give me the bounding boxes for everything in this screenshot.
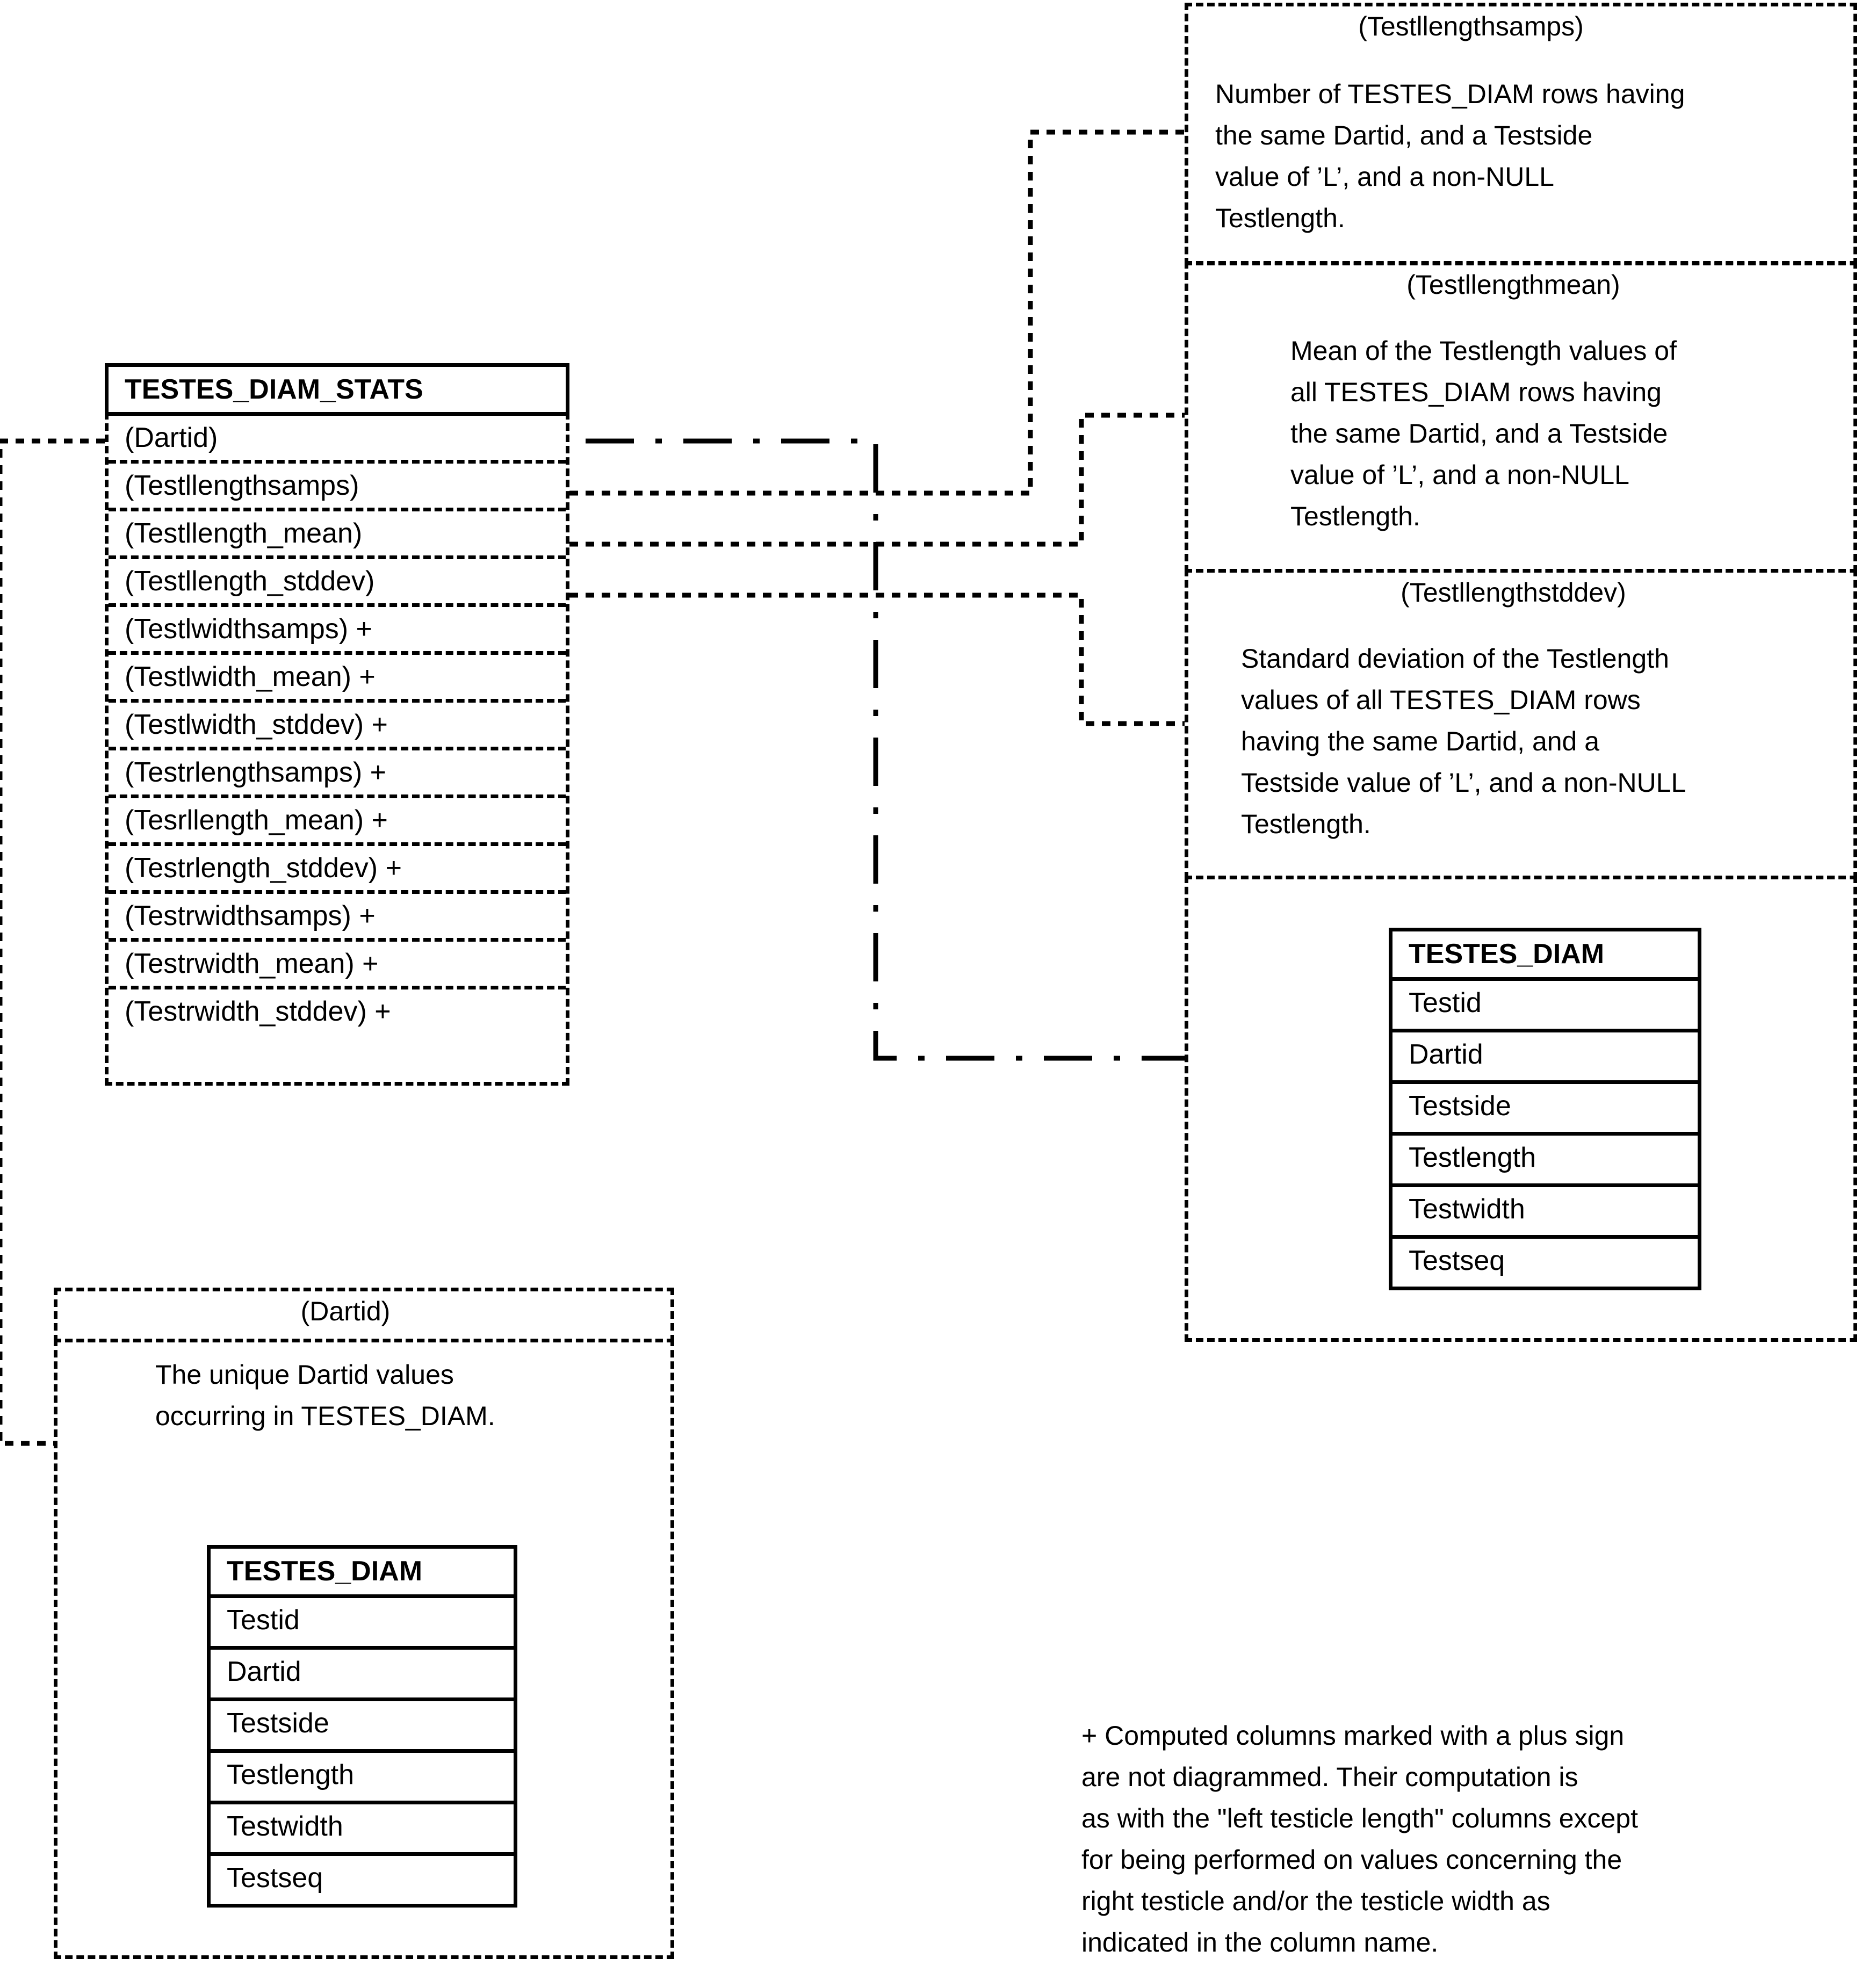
definition-text-lengthmean: Mean of the Testlength values of all TESTES_DIAM rows having the same Dartid, and a Testside value of ’L’, and a non-NULL Testlength.	[1290, 336, 1677, 531]
source-table-left-row-testwidth: Testwidth	[207, 1801, 517, 1856]
source-table-left-title: TESTES_DIAM	[207, 1545, 517, 1598]
source-table-right-row-testlength: Testlength	[1389, 1132, 1701, 1187]
stats-row-testllength-stddev: (Testllength_stddev)	[109, 559, 566, 607]
definition-box-lengthmean	[1185, 261, 1857, 573]
definition-caption-lengthsamps: (Testllengthsamps)	[1358, 11, 1584, 41]
footnote: + Computed columns marked with a plus sign are not diagrammed. Their computation is as with the "left testicle length" columns except for being performed on values concerning the right testicle and/or the testicle width as indicated in the column name.	[1081, 1721, 1639, 1957]
stats-row-testllength-mean: (Testllength_mean)	[109, 511, 566, 559]
connector-dartid-group	[586, 441, 1185, 1058]
stats-row-testlwidthsamps: (Testlwidthsamps) +	[109, 607, 566, 655]
source-table-right	[1389, 928, 1701, 1290]
source-table-left-row-dartid: Dartid	[207, 1646, 517, 1701]
stats-row-tesrllength-mean: (Tesrllength_mean) +	[109, 798, 566, 846]
definition-caption-lengthstddev: (Testllengthstddev)	[1401, 577, 1626, 608]
stats-row-testrwidthsamps: (Testrwidthsamps) +	[109, 894, 566, 942]
stats-row-testrlength-stddev: (Testrlength_stddev) +	[109, 846, 566, 894]
stats-row-dartid: (Dartid)	[109, 416, 566, 464]
definition-box-lengthsamps	[1185, 3, 1857, 265]
source-table-right-row-testside: Testside	[1389, 1080, 1701, 1136]
stats-table-title: TESTES_DIAM_STATS	[105, 363, 569, 416]
definition-text-lengthsamps: Number of TESTES_DIAM rows having the same Dartid, and a Testside value of ’L’, and a non-NULL Testlength.	[1215, 79, 1685, 233]
stats-table	[105, 363, 569, 1086]
source-table-right-row-testwidth: Testwidth	[1389, 1183, 1701, 1239]
definition-box-lengthstddev	[1185, 569, 1857, 879]
stats-row-testrwidth-mean: (Testrwidth_mean) +	[109, 942, 566, 989]
definition-caption-lengthmean: (Testllengthmean)	[1406, 270, 1620, 300]
stats-table-rows	[105, 412, 569, 1086]
definition-caption-box-dartid	[54, 1288, 674, 1342]
source-table-left-row-testseq: Testseq	[207, 1852, 517, 1908]
definition-text-dartid: The unique Dartid values occurring in TESTES_DIAM.	[155, 1360, 495, 1431]
definition-text-lengthstddev: Standard deviation of the Testlength values of all TESTES_DIAM rows having the same Dartid, and a Testside value of ’L’, and a non-NULL Testlength.	[1241, 644, 1686, 839]
source-table-left-row-testlength: Testlength	[207, 1749, 517, 1804]
source-table-right-row-testid: Testid	[1389, 977, 1701, 1032]
stats-row-testrwidth-stddev: (Testrwidth_stddev) +	[125, 996, 391, 1027]
definition-caption-dartid: (Dartid)	[300, 1296, 391, 1326]
source-table-right-title: TESTES_DIAM	[1389, 928, 1701, 981]
stats-row-testlwidth-mean: (Testlwidth_mean) +	[109, 655, 566, 703]
source-table-left-row-testid: Testid	[207, 1594, 517, 1650]
source-table-left	[207, 1545, 517, 1908]
stats-row-testrlengthsamps: (Testrlengthsamps) +	[109, 750, 566, 798]
source-table-right-row-dartid: Dartid	[1389, 1029, 1701, 1084]
stats-row-testllengthsamps: (Testllengthsamps)	[109, 464, 566, 511]
stats-row-testlwidth-stddev: (Testlwidth_stddev) +	[109, 703, 566, 750]
source-table-right-row-testseq: Testseq	[1389, 1235, 1701, 1290]
source-table-left-row-testside: Testside	[207, 1697, 517, 1753]
